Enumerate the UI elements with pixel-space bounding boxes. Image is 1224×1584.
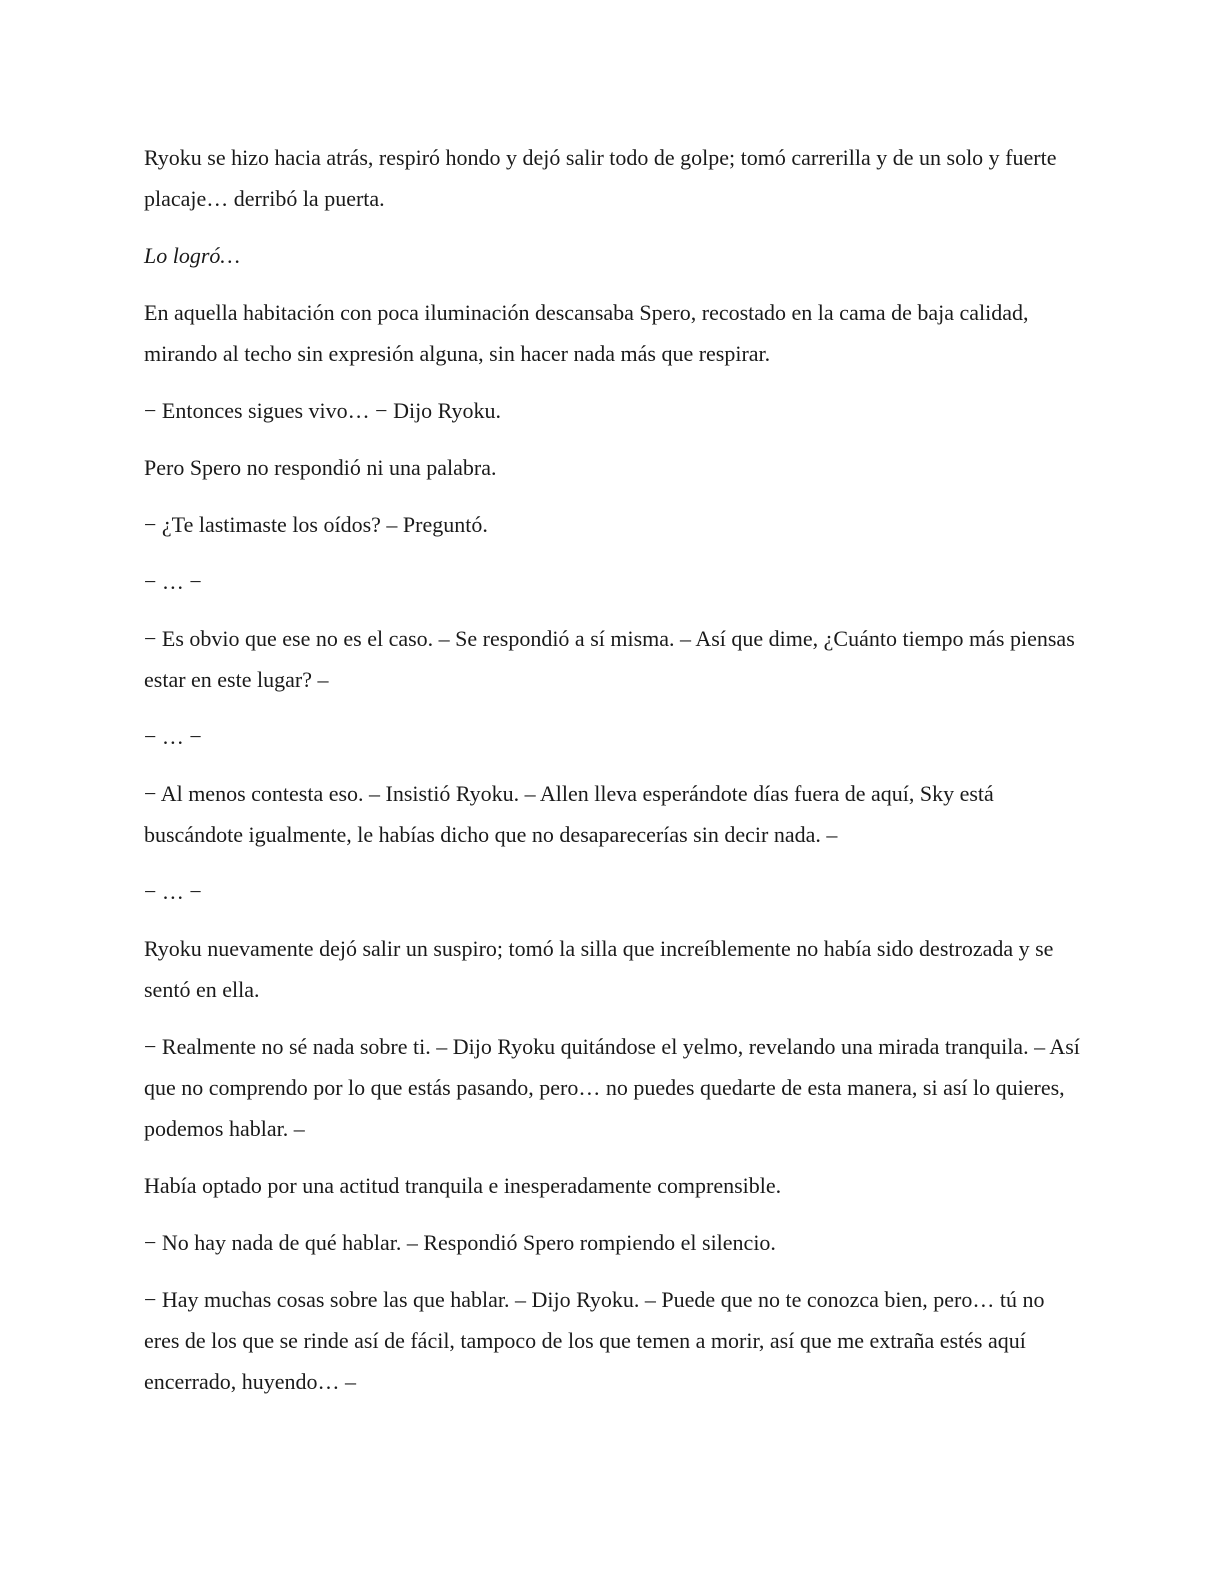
paragraph: Había optado por una actitud tranquila e inesperadamente comprensible.: [144, 1173, 782, 1198]
paragraph: En aquella habitación con poca iluminación descansaba Spero, recostado en la cama de baja calidad, mirando al techo sin expresión alguna, sin hacer nada más que respirar.: [144, 300, 1029, 366]
dialogue-line: − Al menos contesta eso. – Insistió Ryoku. – Allen lleva esperándote días fuera de aquí, Sky está buscándote igualmente, le habías dicho que no desaparecerías sin decir nada. –: [144, 781, 994, 847]
dialogue-line: − Hay muchas cosas sobre las que hablar. – Dijo Ryoku. – Puede que no te conozca bien, pero… tú no eres de los que se rinde así de fácil, tampoco de los que temen a morir, así que me extraña estés aquí encerrado, huyendo… –: [144, 1287, 1045, 1394]
dialogue-line: − … −: [144, 569, 202, 594]
dialogue-line: − Entonces sigues vivo… − Dijo Ryoku.: [144, 398, 501, 423]
paragraph: Pero Spero no respondió ni una palabra.: [144, 455, 497, 480]
paragraph: Ryoku nuevamente dejó salir un suspiro; tomó la silla que increíblemente no había sido destrozada y se sentó en ella.: [144, 936, 1054, 1002]
dialogue-line: − Realmente no sé nada sobre ti. – Dijo Ryoku quitándose el yelmo, revelando una mirada tranquila. – Así que no comprendo por lo que estás pasando, pero… no puedes quedarte de esta manera, si así lo quieres, podemos hablar. –: [144, 1034, 1080, 1141]
dialogue-line: − … −: [144, 724, 202, 749]
dialogue-line: − Es obvio que ese no es el caso. – Se respondió a sí misma. – Así que dime, ¿Cuánto tiempo más piensas estar en este lugar? –: [144, 626, 1075, 692]
paragraph: Ryoku se hizo hacia atrás, respiró hondo y dejó salir todo de golpe; tomó carrerilla y de un solo y fuerte placaje… derribó la puerta.: [144, 145, 1057, 211]
dialogue-line: − … −: [144, 879, 202, 904]
body-text: [144, 137, 1084, 1418]
dialogue-line: − ¿Te lastimaste los oídos? – Preguntó.: [144, 512, 488, 537]
dialogue-line: − No hay nada de qué hablar. – Respondió Spero rompiendo el silencio.: [144, 1230, 776, 1255]
paragraph: Lo logró…: [144, 243, 240, 268]
